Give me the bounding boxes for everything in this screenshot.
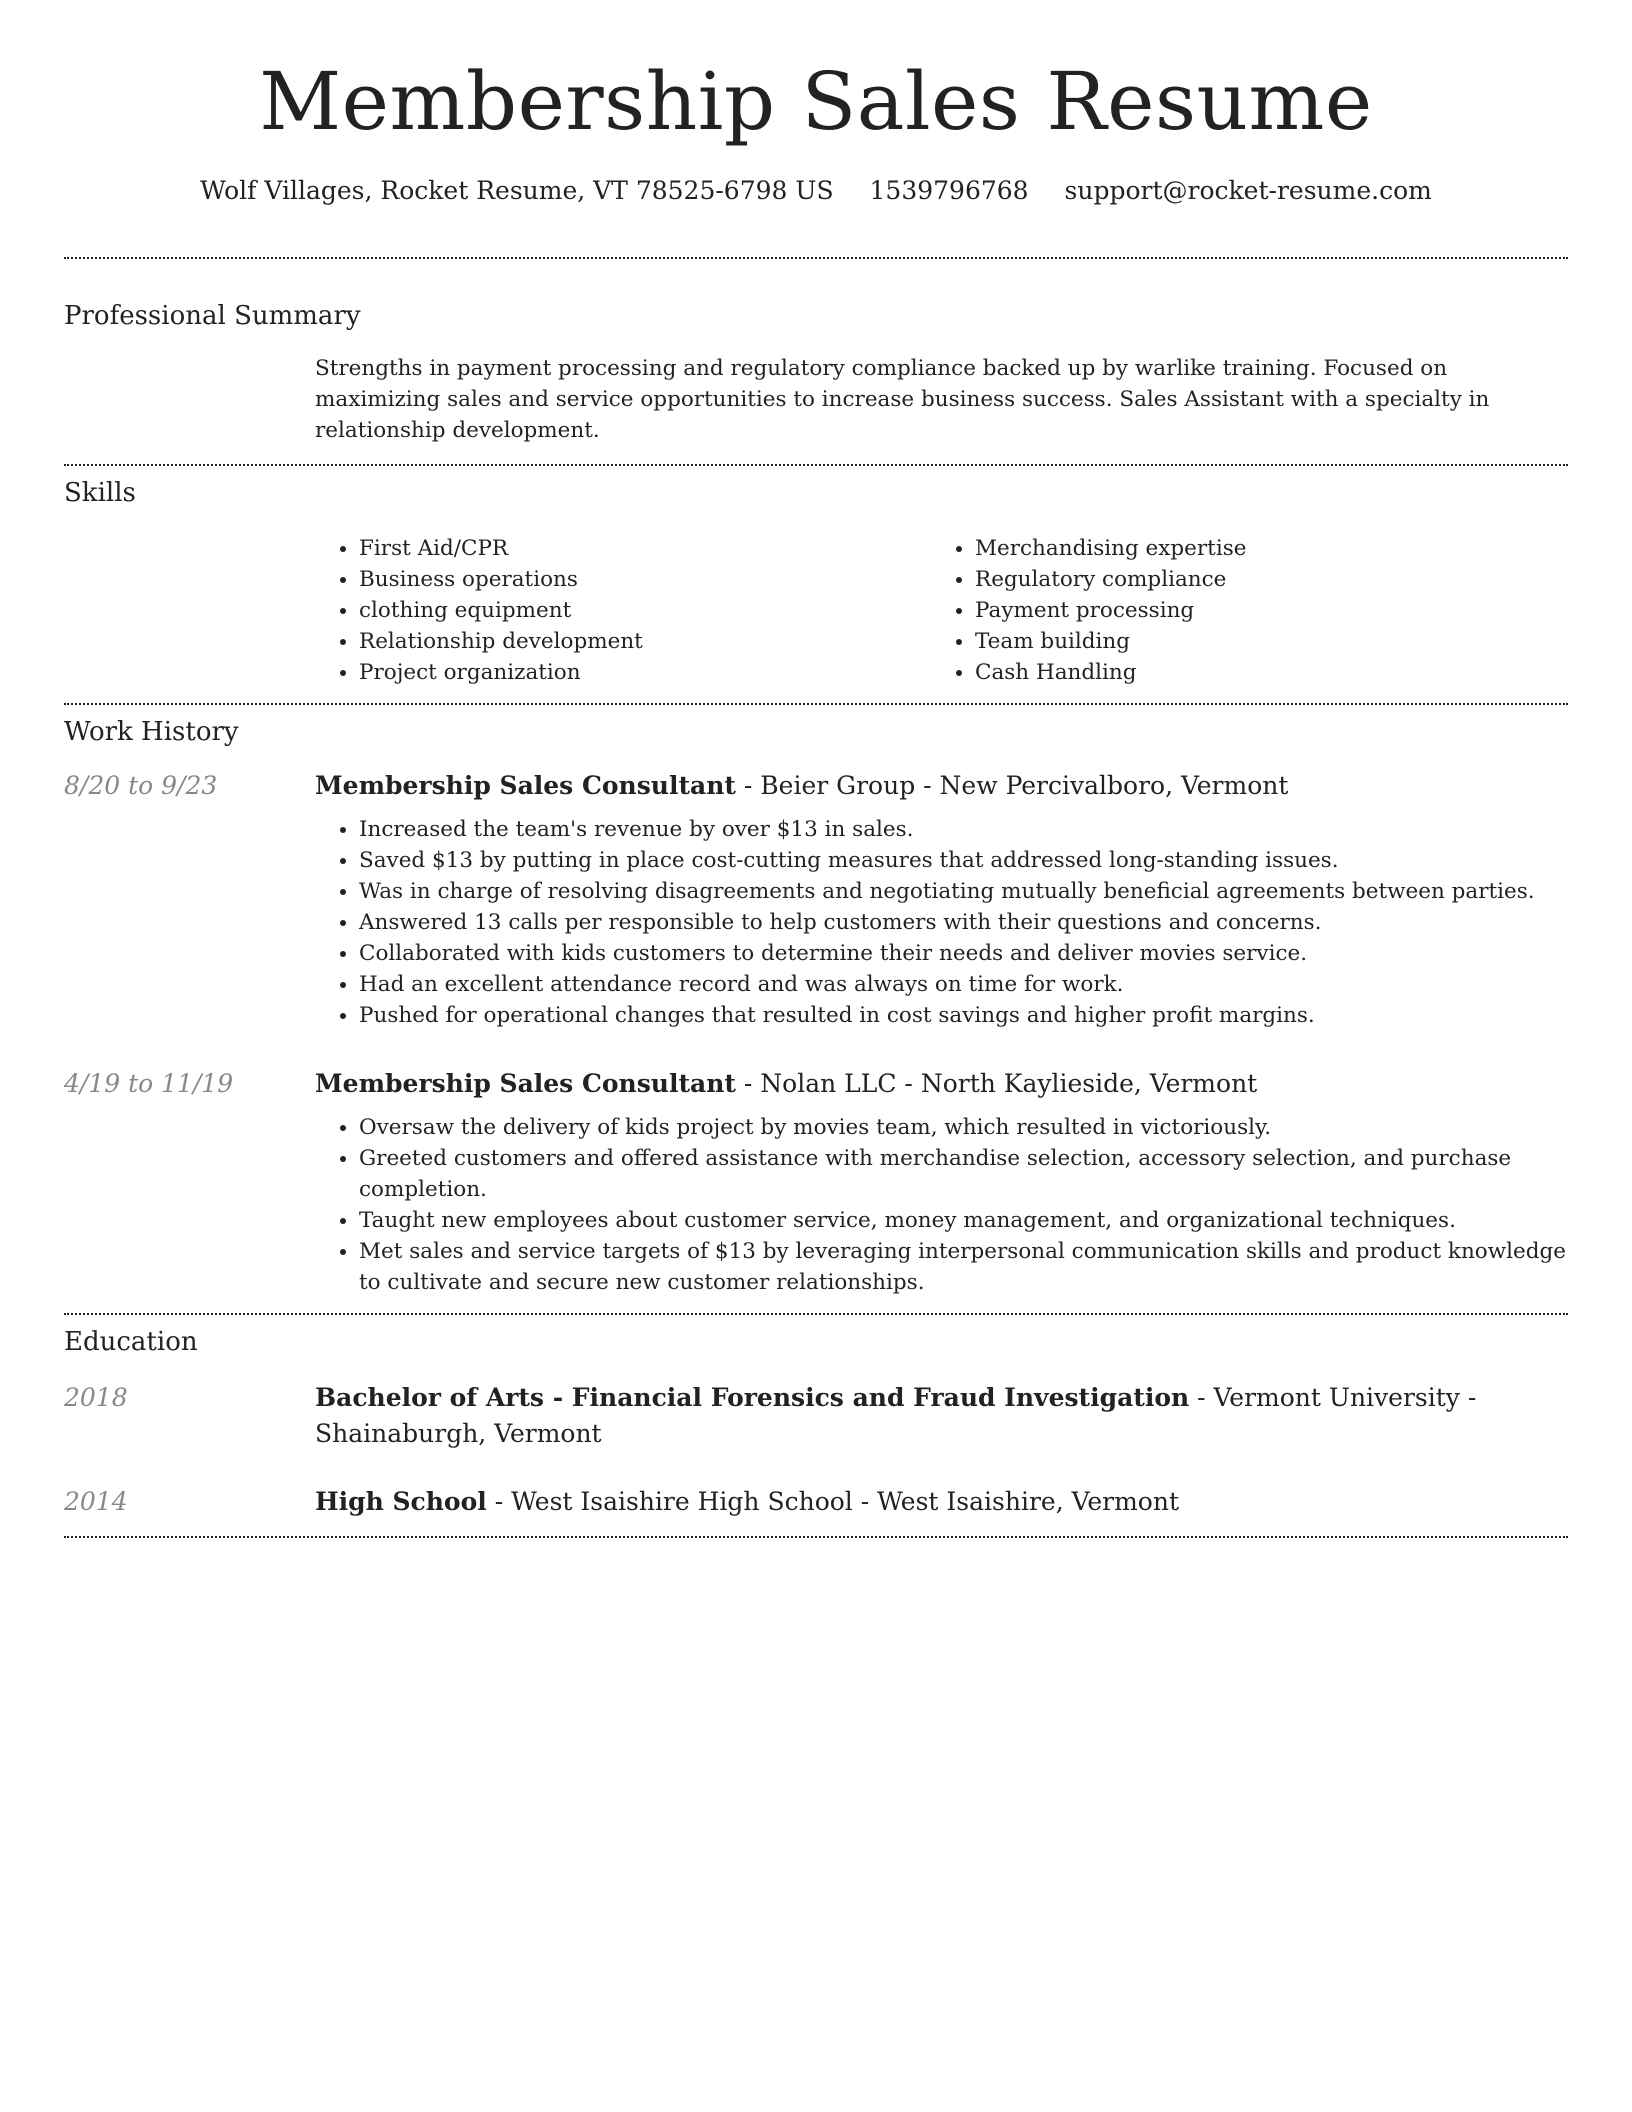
divider [64, 1313, 1568, 1315]
job-bullet: • Collaborated with kids customers to determine their needs and deliver movies service. [359, 938, 1568, 969]
job-title [315, 1066, 1568, 1102]
skill-item: • Team building [975, 626, 1547, 657]
job-body [315, 1066, 1568, 1298]
contact-phone: 1539796768 [869, 176, 1029, 205]
skill-item: • Relationship development [359, 626, 931, 657]
divider [64, 1536, 1568, 1538]
job-bullet: • Pushed for operational changes that resulted in cost savings and higher profit margins. [359, 1000, 1568, 1031]
job-role: Membership Sales Consultant [315, 771, 736, 800]
skill-item: • Cash Handling [975, 657, 1547, 688]
job-company: - Nolan LLC - North Kaylieside, Vermont [735, 1069, 1258, 1098]
summary-text: Strengths in payment processing and regulatory compliance backed up by warlike training. Focused on maximizing sales and service opportunities to increase business success. Sales Assistant with a specialty in relationship development. [315, 356, 1490, 443]
skill-item: • Regulatory compliance [975, 564, 1547, 595]
education-title [315, 1484, 1568, 1520]
skill-item: • Project organization [359, 657, 931, 688]
skills-column-left [315, 533, 931, 688]
job-bullet: • Answered 13 calls per responsible to help customers with their questions and concerns. [359, 907, 1568, 938]
section-title-summary: Professional Summary [64, 301, 361, 331]
education-title [315, 1380, 1568, 1452]
job-role: Membership Sales Consultant [315, 1069, 736, 1098]
skill-item: • clothing equipment [359, 595, 931, 626]
education-degree: Bachelor of Arts - Financial Forensics and Fraud Investigation [315, 1383, 1190, 1412]
job-bullets [315, 1112, 1568, 1298]
education-entry [64, 1484, 1568, 1520]
education-school: - West Isaishire High School - West Isaishire, Vermont [486, 1487, 1179, 1516]
skill-item: • Payment processing [975, 595, 1547, 626]
education-degree: High School [315, 1487, 487, 1516]
divider [64, 703, 1568, 705]
skills-list [315, 533, 1568, 688]
contact-address: Wolf Villages, Rocket Resume, VT 78525-6798 US [200, 176, 834, 205]
job-dates: 4/19 to 11/19 [64, 1069, 234, 1098]
job-bullets [315, 814, 1568, 1031]
job-bullet: • Met sales and service targets of $13 by leveraging interpersonal communication skills and product knowledge to cultivate and secure new customer relationships. [359, 1236, 1568, 1298]
job-bullet: • Had an excellent attendance record and was always on time for work. [359, 969, 1568, 1000]
job-bullet: • Increased the team's revenue by over $13 in sales. [359, 814, 1568, 845]
job-bullet: • Greeted customers and offered assistance with merchandise selection, accessory selection, and purchase completion. [359, 1143, 1568, 1205]
contact-line [64, 176, 1568, 206]
job-body [315, 768, 1568, 1031]
job-company: - Beier Group - New Percivalboro, Vermont [735, 771, 1289, 800]
job-entry [64, 1066, 1568, 1298]
skills-column-right [931, 533, 1547, 688]
section-title-education: Education [64, 1327, 198, 1357]
section-title-work: Work History [64, 717, 239, 747]
education-year: 2018 [64, 1383, 128, 1412]
contact-email: support@rocket-resume.com [1064, 176, 1432, 205]
job-bullet: • Taught new employees about customer service, money management, and organizational techniques. [359, 1205, 1568, 1236]
education-year: 2014 [64, 1487, 128, 1516]
job-title [315, 768, 1568, 804]
resume-page [64, 0, 1568, 1538]
job-bullet: • Was in charge of resolving disagreements and negotiating mutually beneficial agreements between parties. [359, 876, 1568, 907]
education-body [315, 1380, 1568, 1452]
job-bullet: • Saved $13 by putting in place cost-cutting measures that addressed long-standing issues. [359, 845, 1568, 876]
job-entry [64, 768, 1568, 1031]
job-dates: 8/20 to 9/23 [64, 771, 218, 800]
skill-item: • First Aid/CPR [359, 533, 931, 564]
divider [64, 464, 1568, 466]
resume-title: Membership Sales Resume [259, 55, 1373, 148]
job-bullet: • Oversaw the delivery of kids project by movies team, which resulted in victoriously. [359, 1112, 1568, 1143]
education-entry [64, 1380, 1568, 1452]
education-body [315, 1484, 1568, 1520]
skill-item: • Merchandising expertise [975, 533, 1547, 564]
section-title-skills: Skills [64, 478, 136, 508]
skill-item: • Business operations [359, 564, 931, 595]
education-school: - Vermont University - Shainaburgh, Vermont [315, 1383, 1477, 1448]
divider [64, 257, 1568, 259]
